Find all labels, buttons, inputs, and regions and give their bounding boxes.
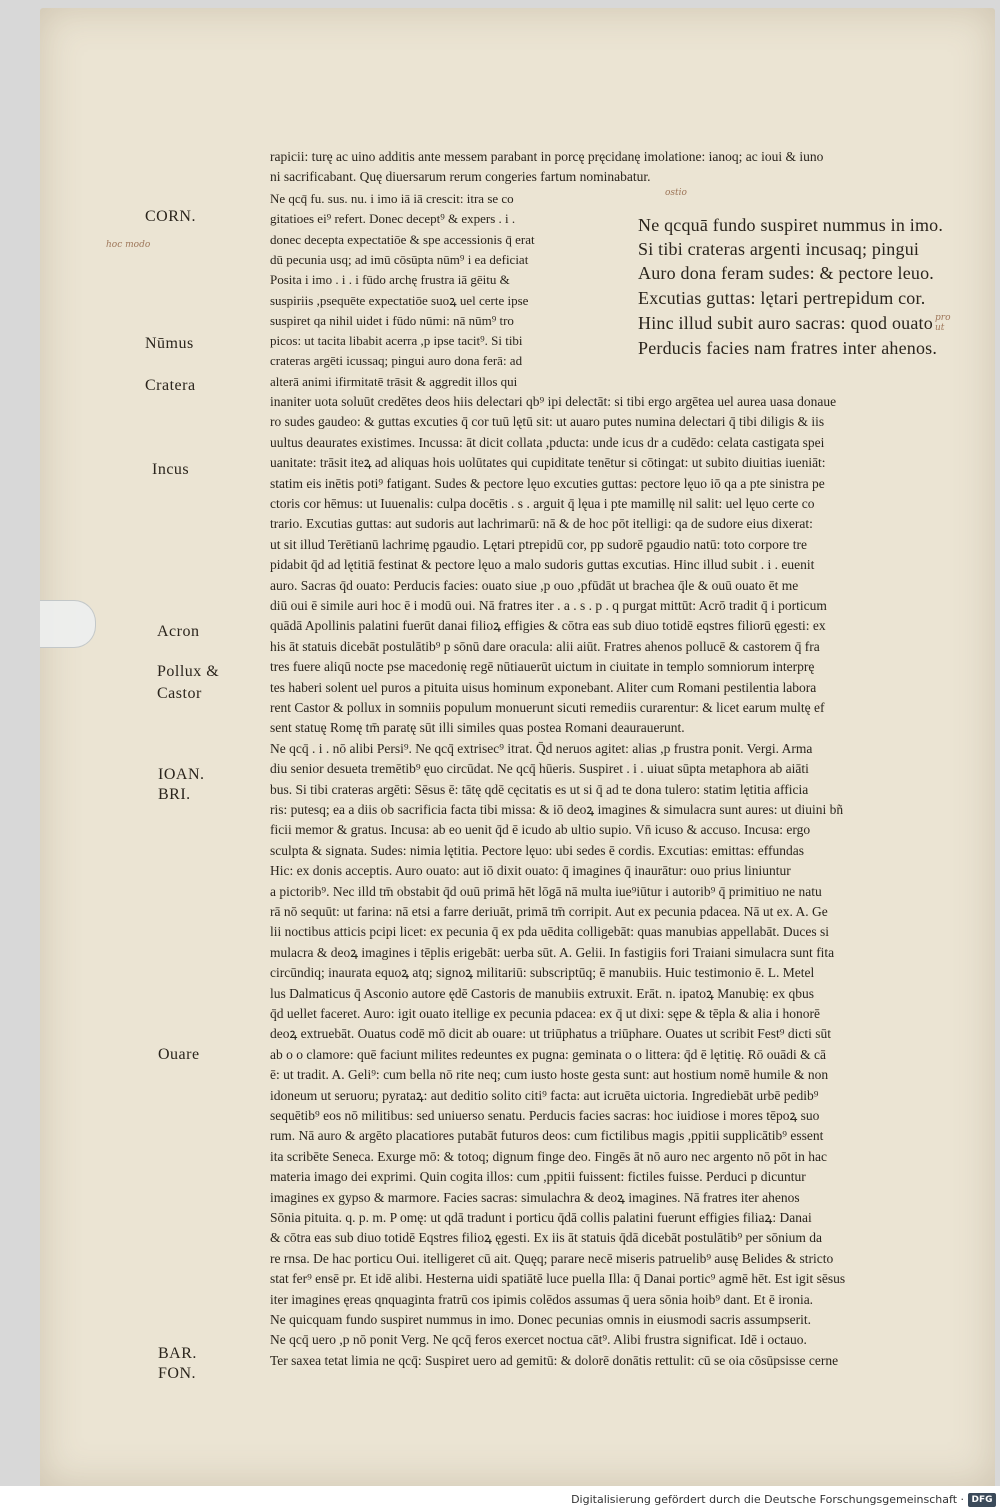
text-line: sequētib⁹ eos nō militibus: sed uniuerso senatu. Perducis facies sacras: hoc iuidiose i mores tēpoꝝ suo: [270, 1108, 820, 1123]
commentary-text: [270, 8, 995, 1486]
text-line: picos: ut tacita libabit acerra ,p ipse tacit⁹. Si tibi: [270, 333, 523, 349]
margin-note: Acron: [157, 623, 200, 640]
text-line: a pictorib⁹. Nec illd tm̄ obstabit q̄d ouū primā hēt lōgā nā multa iue⁹iūtur i autorib⁹ q̄ primitiuo ne natu: [270, 883, 822, 899]
text-line: auro. Sacras q̄d ouato: Perducis facies: ouato siue ,p ouo ,pfūdāt ut brachea q̄le & ouū ouato ēt me: [270, 577, 799, 593]
text-line: pidabit q̄d ad lętitiā festinat & pectore lęuo a malo sudoris guttas excutias. Hinc illud subit . i . euenit: [270, 557, 815, 573]
text-line: ut sit illud Terētianū lachrimę pgaudio. Lętari ptrepidū cor, pp sudorē pgaudio natū: toto corpore tre: [270, 536, 807, 552]
book-page: [40, 8, 995, 1486]
text-line: Ne qcq̄ fu. sus. nu. i imo iā iā crescit: itra se co: [270, 191, 514, 206]
text-line: & cōtra eas sub diuo totidē Eqstres filioꝝ ęgesti. Ex iis āt statuis q̄dā dicebāt postulātib⁹ per sōnium da: [270, 1230, 823, 1246]
text-line: Ne qcq̄ . i . nō alibi Persi⁹. Ne qcq̄ extrisec⁹ itrat. Q̄d neruos agitet: alias ,p frustra ponit. Vergi. Arma: [270, 740, 813, 756]
footer: [0, 1486, 1000, 1512]
text-line: rum. Nā auro & argēto placatiores putabāt futuros deos: cum fictilibus magis ,ppitii supplicātib⁹ essent: [270, 1128, 824, 1144]
text-line: ē: ut tradit. A. Geli⁹: cum bella nō rite neq; cum iusto hoste gesta sunt: aut hostium nomē humile & non: [270, 1067, 829, 1083]
text-line: ni sacrificabant. Quę diuersarum rerum congeries fartum nominabatur.: [270, 169, 651, 184]
text-line: lus Dalmaticus q̄ Asconio autore ędē Castoris de manubiis extruxit. Erāt. n. ipatoꝝ Manubię: ex qbus: [270, 985, 814, 1001]
text-line: his āt statuis dicebāt postulātib⁹ p sōnū dare oracula: alii aiūt. Fratres ahenos pollucē & castorem q̄ fra: [270, 638, 820, 654]
dfg-logo: DFG: [968, 1493, 996, 1507]
text-line: ris: putesq; ea a diis ob sacrificia facta tibi missa: & iō deoꝝ imagines & simulacra sunt aures: ut diuini bñ: [270, 802, 844, 817]
text-line: idoneum ut seruoru; pyrataꝝ: aut deditio solito citi⁹ facta: aut icruēta uictoria. Ingrediebāt urbē pedib⁹: [270, 1087, 819, 1103]
verse-line: Hinc illud subit auro sacras: quod ouato: [638, 313, 933, 333]
text-line: crateras argēti icussaq; pingui auro dona ferā: ad: [270, 353, 523, 369]
text-line: Ter saxea tetat limia ne qcq̄: Suspiret uero ad gemitū: & dolorē donātis rettulit: cū se oia cōsūpsisse cerne: [270, 1352, 839, 1368]
text-line: tes haberi solent uel puros a pituita uisus hominum exponebant. Aliter cum Romani pestilentia labora: [270, 679, 817, 695]
margin-note: Incus: [152, 461, 190, 478]
text-line: ficii memor & gratus. Incusa: ab eo uenit q̄d ē icudo ab ultio supio. Vn̄ icuso & accuso. Incusa: ergo: [270, 822, 811, 838]
text-line: donec decepta expectatiōe & spe accessionis q̄ erat: [270, 231, 535, 247]
margin-note: IOAN.: [158, 766, 205, 783]
text-line: uultus deaurates existimes. Incussa: āt dicit collata ,pducta: unde icus dr a cudēdo: celata castigata spei: [270, 434, 825, 450]
margin-note: Ouare: [158, 1046, 200, 1063]
handwritten-note: hoc modo: [106, 240, 151, 250]
text-line: suspiret qa nihil uidet i fūdo nūmi: nā nūm⁹ tro: [270, 312, 514, 328]
text-line: ro sudes gaudeo: & guttas excuties q̄ cor tuū lętū sit: ut auaro putes numina delectari q̄ tibi diligis & iis: [270, 414, 825, 430]
verse-line: Si tibi crateras argenti incusaq; pingui: [638, 239, 920, 259]
text-line: sculpta & signata. Sudes: nimia lętitia. Pectore lęuo: ubi sedes ē cordis. Excutias: emittas: effundas: [270, 842, 805, 858]
text-line: lii noctibus atticis pcipi licet: ex pecunia q̄ ex pda uēdita colligebāt: quas manubias appellabāt. Duces si: [270, 924, 829, 940]
text-line: stat fer⁹ ensē pr. Et idē alibi. Hesterna uidi spatiātē luce puella Illa: q̄ Danai portic⁹ agmē hēt. Est igit sēsus: [270, 1271, 846, 1287]
verse-line: Excutias guttas: lętari pertrepidum cor.: [638, 288, 926, 308]
text-line: alterā animi ifirmitatē trāsit & aggredit illos qui: [270, 373, 518, 389]
text-line: uanitate: trāsit iteꝝ ad aliquas hois uolūtates qui cupiditate tenētur si cōtingat: ut subito diuitias iueniāt:: [270, 455, 826, 471]
text-line: Ne qcq̄ uero ,p nō ponit Verg. Ne qcq̄ feros exercet noctua cāt⁹. Alibi frustra significat. Idē i octauo.: [270, 1332, 807, 1348]
text-line: Hic: ex donis acceptis. Auro ouato: aut iō dixit ouato: q̄ imagines q̄ inaurātur: ouo prius liniuntur: [270, 863, 791, 879]
margin-note: Pollux &: [157, 663, 220, 680]
text-line: rapicii: turę ac uino additis ante messem parabant in porcę pręcidanę imolatione: ianoq; ac ioui & iuno: [270, 149, 824, 164]
text-line: circūndiq; inaurata equoꝝ atq; signoꝝ militariū: subscriptūq; ē manubiis. Huic testimonio ē. L. Metel: [270, 965, 815, 981]
text-line: inaniter uota soluūt credētes deos hiis delectari qb⁹ ipi delectāt: si tibi ergo argētea uel aurea uasa donaue: [270, 394, 837, 409]
margin-note: BAR.: [158, 1345, 197, 1362]
text-line: Posita i imo . i . i fūdo archę frustra iā gēitu &: [270, 272, 510, 288]
text-line: Ne quicquam fundo suspiret nummus in imo. Donec pecunias omnis in eiusmodi sacris assumpserit.: [270, 1312, 812, 1327]
margin-note: CORN.: [145, 208, 196, 225]
text-line: rent Castor & pollux in somniis populum monuerunt sicuti remediis curarentur: & licet earum multę ef: [270, 700, 825, 715]
text-line: quādā Apollinis palatini fuerūt danai filioꝝ effigies & cōtra eas sub diuo totidē eqstres filiorū ęgesti: ex: [270, 618, 826, 634]
text-line: q̄d uellet faceret. Auro: igit ouato itellige ex pecunia pdacea: ex q̄ ut dixi: sępe & tēpla & alia i honorē: [270, 1006, 820, 1021]
margin-note: Castor: [157, 685, 202, 702]
text-line: tres fuere aliqū nocte pse macedonię regē nūtiauerūt uictum in ciuitate in templo somniorum interprę: [270, 659, 815, 675]
text-line: statim eis inētis poti⁹ fatigant. Sudes & pectore lęuo excuties guttas: pectore lęuo iō qa a pte sinistra pe: [270, 475, 825, 491]
footer-credit: Digitalisierung gefördert durch die Deutsche Forschungsgemeinschaft ·: [571, 1493, 964, 1506]
text-line: ita scribēte Seneca. Exurge mō: & totoq; dignum finge deo. Fingēs āt nō auro nec argento nō pōt in hac: [270, 1148, 827, 1164]
margin-note: Cratera: [145, 377, 196, 394]
text-line: ab o o clamore: quē faciunt milites redeuntes ex pugna: geminata o o littera: q̄d ē lętitię. Rō ouādi & cā: [270, 1046, 826, 1062]
text-line: mulacra & deoꝝ imagines i tēplis erigebāt: uerba sūt. A. Gelii. In fastigiis fori Traiani simulacra sunt fita: [270, 944, 835, 960]
text-line: re rnsa. De hac porticu Oui. itelligeret cū ait. Quęq; parare necē miseris patruelib⁹ ausę Belides & stricto: [270, 1250, 834, 1266]
verse-line: Ne qcquā fundo suspiret nummus in imo.: [638, 215, 944, 235]
margin-note: BRI.: [158, 786, 191, 803]
text-line: suspiriis ,psequēte expectatiōe suoꝝ uel certe ipse: [270, 292, 529, 308]
page-tab: [40, 600, 96, 648]
text-line: trario. Excutias guttas: aut sudoris aut lachrimarū: nā & de hoc pōt itelligi: qa de sudore eius dixerat:: [270, 516, 813, 532]
text-line: dū pecunia usq; ad imū cōsūpta nūm⁹ i ea deficiat: [270, 251, 529, 267]
verse-line: Perducis facies nam fratres inter ahenos.: [638, 338, 938, 358]
text-line: gitatioes ei⁹ refert. Donec decept⁹ & expers . i .: [270, 211, 516, 227]
text-line: deoꝝ extruebāt. Ouatus codē mō dicit ab ouare: ut triūphatus a triūphare. Ouates ut scribit Fest⁹ dicti sūt: [270, 1026, 831, 1042]
handwritten-note: ostio: [665, 188, 687, 198]
text-line: rā nō sequūt: ut farina: nā etsi a farre deriuāt, primā tm̄ corripit. Aut ex pecunia pdacea. Nā ut ex. A. Ge: [270, 904, 828, 919]
handwritten-note: pro ut: [935, 313, 951, 333]
text-line: ctoris cor hēmus: ut Iuuenalis: culpa docētis . s . arguit q̄ lęua i pte mamillę nil salit: uel lęuo certe co: [270, 496, 815, 511]
text-line: materia imago dei exprimi. Quin cogita illos: cum ,ppitii fuissent: fictiles fuisse. Perduci p dicuntur: [270, 1169, 806, 1185]
text-line: diu senior desueta tremētib⁹ ęuo circūdat. Ne qcq̄ hūeris. Suspiret . i . uiuat sūpta metaphora ab aiāti: [270, 761, 809, 777]
text-line: imagines ex gypso & marmore. Facies sacras: simulachra & deoꝝ imagines. Nā fratres iter ahenos: [270, 1189, 800, 1205]
verse-line: Auro dona feram sudes: & pectore leuo.: [638, 263, 935, 283]
text-line: Sōnia pituita. q. p. m. P omę: ut qdā tradunt i porticu q̄dā collis palatini fuerunt effigies filiaꝝ: Danai: [270, 1210, 812, 1225]
text-line: sent statuę Romę tm̄ paratę sūt illi similes quas postea Romani deaurauerunt.: [270, 720, 685, 736]
margin-note: Nūmus: [145, 335, 194, 352]
text-line: diū oui ē simile auri hoc ē i modū oui. Nā fratres iter . a . s . p . q purgat mittūt: Acrō tradit q̄ i porticum: [270, 598, 827, 613]
margin-note: FON.: [158, 1365, 197, 1382]
text-line: iter imagines ęreas qnquaginta fratrū cos ipimis colēdos assumas q̄ uera sōnia hoib⁹ dant. Et ē ironia.: [270, 1291, 814, 1307]
text-line: bus. Si tibi crateras argēti: Sēsus ē: tātę qdē cęcitatis es ut si q̄ ad te dona tulero: statim lętitia afficia: [270, 781, 809, 797]
